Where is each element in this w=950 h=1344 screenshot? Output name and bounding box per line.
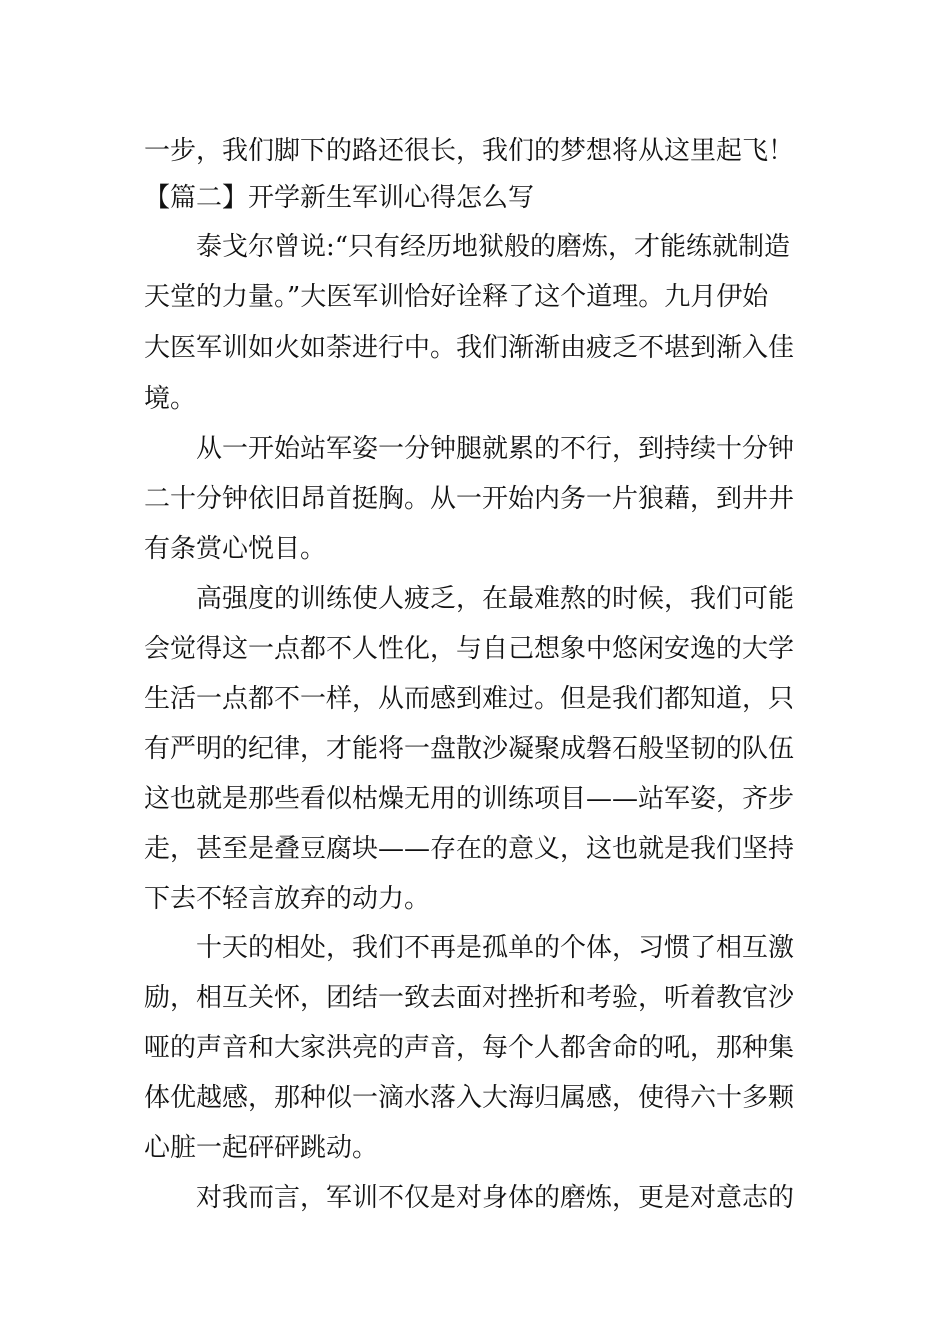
- text-line: 一步，我们脚下的路还很长，我们的梦想将从这里起飞！: [144, 136, 795, 166]
- text-line: 有严明的纪律，才能将一盘散沙凝聚成磐石般坚韧的队伍: [144, 734, 795, 764]
- text-line: 生活一点都不一样，从而感到难过。但是我们都知道，只: [144, 684, 795, 714]
- text-line: 天堂的力量。”大医军训恰好诠释了这个道理。九月伊始: [144, 282, 769, 312]
- text-line: 从一开始站军姿一分钟腿就累的不行，到持续十分钟: [196, 434, 795, 464]
- text-line: 哑的声音和大家洪亮的声音，每个人都舍命的吼，那种集: [144, 1033, 795, 1063]
- text-line: 二十分钟依旧昂首挺胸。从一开始内务一片狼藉，到井井: [144, 484, 795, 514]
- text-line: 境。: [144, 384, 197, 414]
- text-line: 高强度的训练使人疲乏，在最难熬的时候，我们可能: [196, 584, 795, 614]
- text-line: 下去不轻言放弃的动力。: [144, 884, 431, 914]
- text-line: 这也就是那些看似枯燥无用的训练项目——站军姿，齐步: [144, 784, 795, 814]
- text-line: 有条赏心悦目。: [144, 534, 327, 564]
- text-line: 会觉得这一点都不人性化，与自己想象中悠闲安逸的大学: [144, 634, 795, 664]
- text-line: 十天的相处，我们不再是孤单的个体，习惯了相互激: [196, 933, 795, 963]
- text-line: 泰戈尔曾说:“只有经历地狱般的磨炼，才能练就制造: [196, 232, 791, 262]
- text-line: 对我而言，军训不仅是对身体的磨炼，更是对意志的: [196, 1183, 795, 1213]
- text-line: 励，相互关怀，团结一致去面对挫折和考验，听着教官沙: [144, 983, 795, 1013]
- text-line: 大医军训如火如荼进行中。我们渐渐由疲乏不堪到渐入佳: [144, 333, 795, 363]
- text-line: 体优越感，那种似一滴水落入大海归属感，使得六十多颗: [144, 1083, 795, 1113]
- text-line: 走，甚至是叠豆腐块——存在的意义，这也就是我们坚持: [144, 834, 795, 864]
- text-line: 心脏一起砰砰跳动。: [144, 1133, 379, 1163]
- section-heading: 【篇二】开学新生军训心得怎么写: [144, 183, 535, 213]
